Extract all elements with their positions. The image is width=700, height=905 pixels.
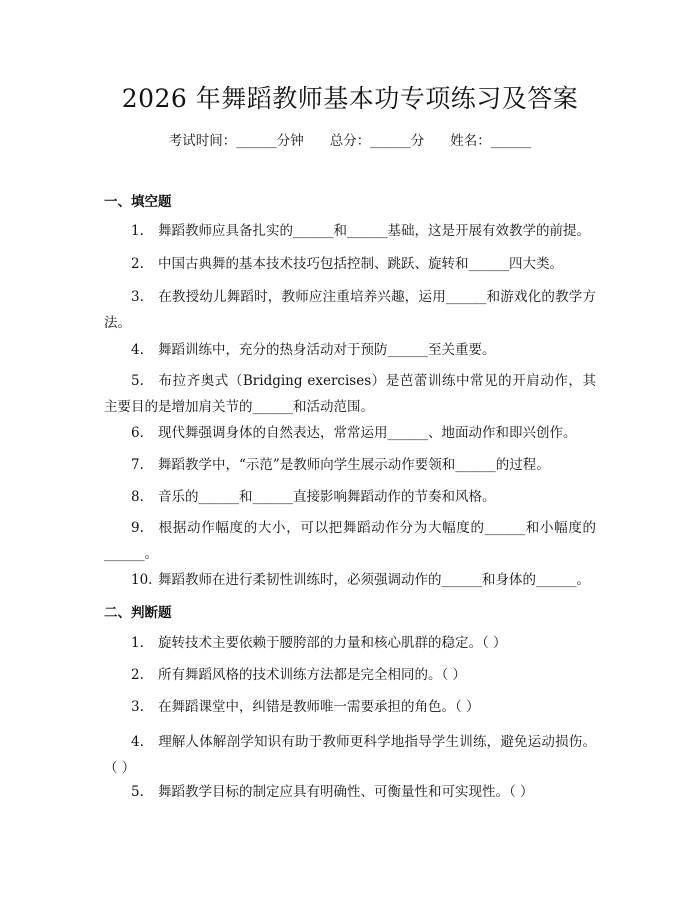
total-score-field: 总分：______分 — [329, 133, 425, 149]
question-number: 5. — [131, 784, 144, 800]
exam-info-line — [0, 131, 700, 151]
question-number: 4. — [131, 734, 144, 750]
question-number: 2. — [131, 667, 144, 683]
question-number: 3. — [131, 289, 144, 305]
question-text: 舞蹈教学中，“示范”是教师向学生展示动作要领和______的过程。 — [158, 457, 550, 473]
question-text: 舞蹈教学目标的制定应具有明确性、可衡量性和可实现性。（ ） — [158, 784, 534, 800]
question-text: 在舞蹈课堂中，纠错是教师唯一需要承担的角色。（ ） — [158, 699, 480, 715]
question-item — [104, 284, 596, 336]
question-text: 舞蹈教师应具备扎实的______和______基础，这是开展有效教学的前提。 — [158, 223, 590, 239]
section-heading-true-false: 二、判断题 — [104, 605, 172, 621]
question-number: 2. — [131, 256, 144, 272]
question-text: 中国古典舞的基本技术技巧包括控制、跳跃、旋转和______四大类。 — [158, 256, 563, 272]
question-number: 9. — [131, 520, 144, 536]
question-item — [104, 484, 596, 510]
question-item — [104, 515, 596, 567]
question-number: 8. — [131, 489, 144, 505]
question-number: 1. — [131, 635, 144, 651]
question-item — [104, 694, 596, 720]
question-text: 现代舞强调身体的自然表达，常常运用______、地面动作和即兴创作。 — [158, 425, 577, 441]
question-text: 布拉齐奥式（Bridging exercises）是芭蕾训练中常见的开肩动作，其主要目的是增加肩关节的______和活动范围。 — [104, 373, 596, 415]
question-text: 舞蹈训练中，充分的热身活动对于预防______至关重要。 — [158, 342, 496, 358]
question-item — [104, 337, 596, 363]
question-item — [104, 251, 596, 277]
question-text: 舞蹈教师在进行柔韧性训练时，必须强调动作的______和身体的______。 — [158, 572, 590, 588]
question-number: 7. — [131, 457, 144, 473]
question-number: 1. — [131, 223, 144, 239]
question-item — [104, 662, 596, 688]
question-item — [104, 368, 596, 420]
question-number: 4. — [131, 342, 144, 358]
document-title: 2026 年舞蹈教师基本功专项练习及答案 — [121, 84, 579, 113]
question-text: 所有舞蹈风格的技术训练方法都是完全相同的。（ ） — [158, 667, 467, 683]
question-number: 5. — [131, 373, 144, 389]
question-item — [104, 729, 596, 781]
student-name-field: 姓名：______ — [450, 133, 532, 149]
question-number: 10. — [131, 572, 153, 588]
question-item — [104, 420, 596, 446]
question-number: 3. — [131, 699, 144, 715]
question-text: 音乐的______和______直接影响舞蹈动作的节奏和风格。 — [158, 489, 496, 505]
question-item — [104, 452, 596, 478]
question-item — [104, 630, 596, 656]
exam-time-field: 考试时间：______分钟 — [168, 133, 304, 149]
question-item — [104, 779, 596, 805]
question-number: 6. — [131, 425, 144, 441]
question-text: 旋转技术主要依赖于腰胯部的力量和核心肌群的稳定。（ ） — [158, 635, 507, 651]
question-item — [104, 218, 596, 244]
question-text: 根据动作幅度的大小，可以把舞蹈动作分为大幅度的______和小幅度的______。 — [104, 520, 596, 562]
section-heading-fill-blank: 一、填空题 — [104, 194, 172, 210]
question-text: 理解人体解剖学知识有助于教师更科学地指导学生训练，避免运动损伤。（ ） — [104, 734, 596, 776]
question-text: 在教授幼儿舞蹈时，教师应注重培养兴趣，运用______和游戏化的教学方法。 — [104, 289, 596, 331]
question-item — [104, 567, 596, 593]
